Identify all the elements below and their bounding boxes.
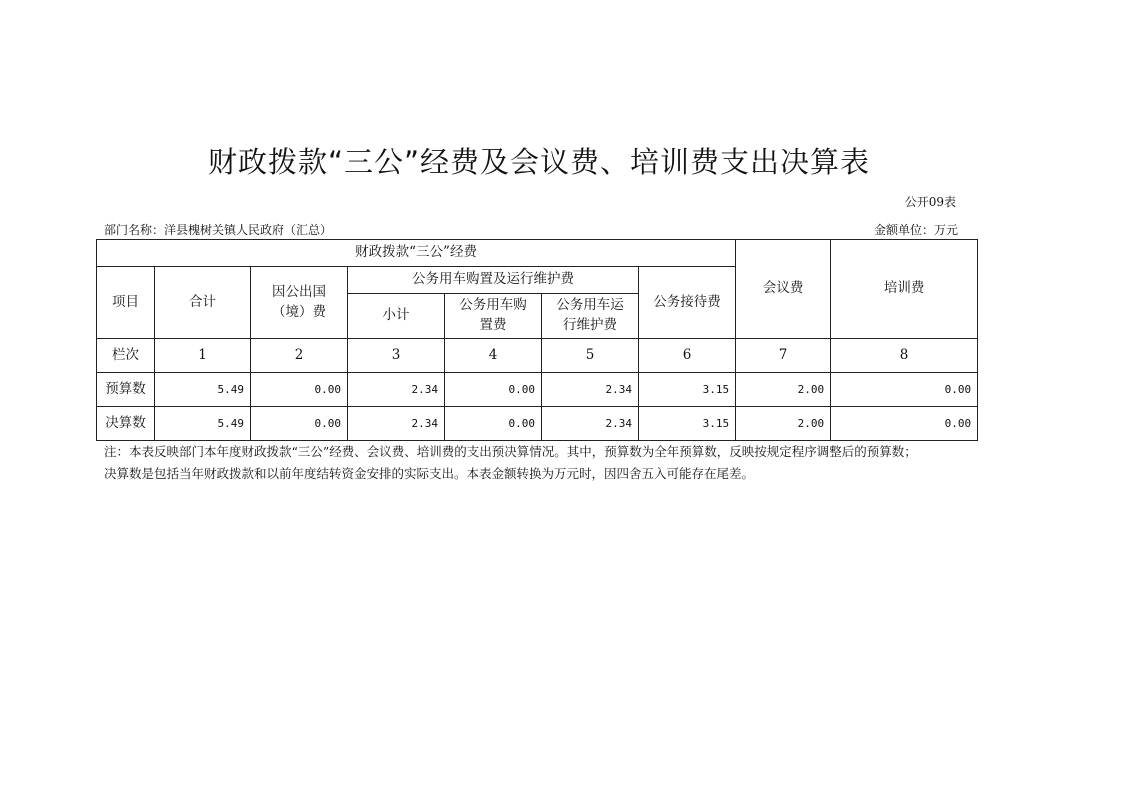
index-cell: 2	[251, 339, 348, 373]
index-cell: 5	[542, 339, 639, 373]
note-line: 决算数是包括当年财政拨款和以前年度结转资金安排的实际支出。本表金额转换为万元时，因四舍五入可能存在尾差。	[104, 466, 755, 481]
expenditure-table	[96, 239, 978, 441]
value-cell: 2.34	[348, 373, 445, 407]
value-cell: 0.00	[445, 407, 542, 441]
header-item: 项目	[97, 267, 155, 339]
value-cell: 0.00	[445, 373, 542, 407]
note-line: 注：本表反映部门本年度财政拨款“三公”经费、会议费、培训费的支出预决算情况。其中，预算数为全年预算数，反映按规定程序调整后的预算数；	[104, 444, 917, 459]
form-number: 公开09表	[904, 195, 956, 209]
amount-unit: 金额单位：万元	[873, 223, 958, 237]
value-cell: 3.15	[639, 407, 736, 441]
header-vehicle-subtotal: 小计	[348, 294, 445, 339]
header-group-three-public: 财政拨款“三公”经费	[97, 240, 736, 267]
row-label: 预算数	[97, 373, 155, 407]
header-vehicle-purchase: 公务用车购置费	[445, 294, 542, 339]
value-cell: 0.00	[831, 373, 978, 407]
value-cell: 2.34	[542, 373, 639, 407]
row-label: 决算数	[97, 407, 155, 441]
table-note	[104, 441, 984, 485]
table-row-budget	[97, 373, 978, 407]
index-cell: 7	[736, 339, 831, 373]
index-cell: 3	[348, 339, 445, 373]
index-cell: 8	[831, 339, 978, 373]
value-cell: 3.15	[639, 373, 736, 407]
header-reception-fee: 公务接待费	[639, 267, 736, 339]
value-cell: 2.34	[542, 407, 639, 441]
index-cell: 6	[639, 339, 736, 373]
header-training-fee: 培训费	[831, 240, 978, 339]
page-title: 财政拨款“三公”经费及会议费、培训费支出决算表	[207, 145, 871, 179]
index-label: 栏次	[97, 339, 155, 373]
index-cell: 4	[445, 339, 542, 373]
value-cell: 5.49	[155, 373, 251, 407]
index-cell: 1	[155, 339, 251, 373]
value-cell: 0.00	[831, 407, 978, 441]
header-total: 合计	[155, 267, 251, 339]
header-abroad-fee: 因公出国（境）费	[251, 267, 348, 339]
header-meeting-fee: 会议费	[736, 240, 831, 339]
department-name: 部门名称：洋县槐树关镇人民政府（汇总）	[104, 223, 333, 237]
value-cell: 0.00	[251, 407, 348, 441]
value-cell: 2.34	[348, 407, 445, 441]
value-cell: 2.00	[736, 407, 831, 441]
value-cell: 2.00	[736, 373, 831, 407]
header-vehicle-group: 公务用车购置及运行维护费	[348, 267, 639, 294]
value-cell: 0.00	[251, 373, 348, 407]
table-row-final	[97, 407, 978, 441]
value-cell: 5.49	[155, 407, 251, 441]
header-vehicle-maintenance: 公务用车运行维护费	[542, 294, 639, 339]
